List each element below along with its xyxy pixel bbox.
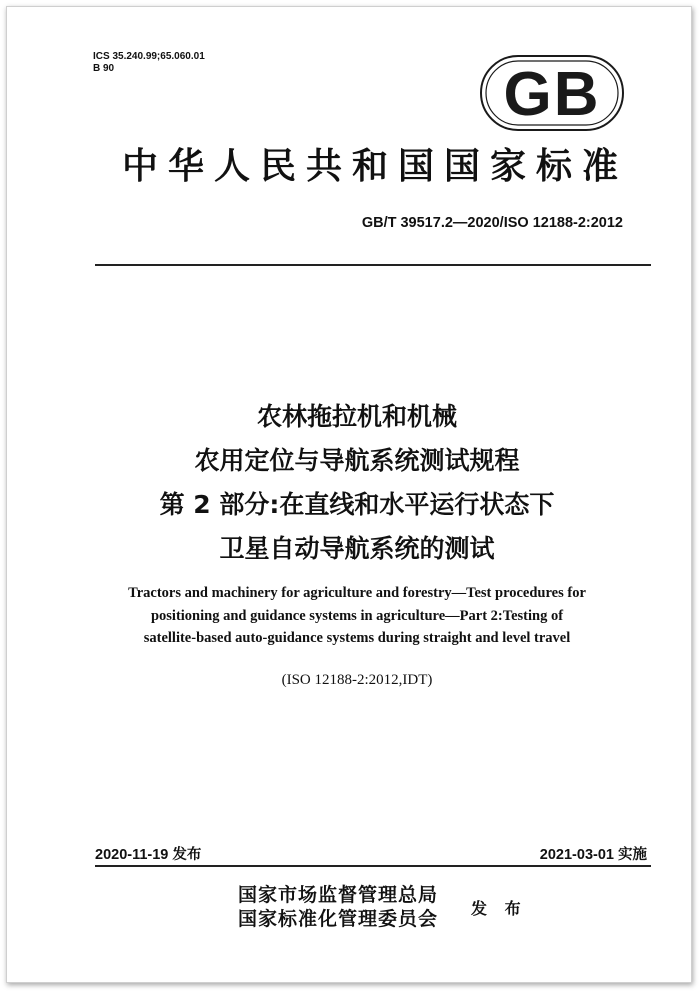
issuer-name: 国家市场监督管理总局	[238, 884, 439, 906]
chinese-title-line: 卫星自动导航系统的测试	[219, 534, 495, 563]
logo-text: GB	[503, 60, 601, 129]
ccs-code: B 90	[93, 63, 115, 74]
publish-label: 发 布	[471, 899, 527, 918]
english-title-line: positioning and guidance systems in agriculture—Part 2:Testing of	[150, 607, 564, 624]
english-title	[67, 582, 647, 650]
chinese-title-line: 第 2 部分:在直线和水平运行状态下	[159, 490, 555, 519]
gb-logo	[480, 55, 624, 131]
issue-date: 2020-11-19 发布	[95, 847, 202, 863]
standard-number: GB/T 39517.2—2020/ISO 12188-2:2012	[361, 215, 623, 231]
chinese-title-line: 农用定位与导航系统测试规程	[194, 446, 520, 475]
iso-equivalence-note: (ISO 12188-2:2012,IDT)	[281, 672, 433, 688]
ics-code: ICS 35.240.99;65.060.01	[93, 51, 205, 62]
issuing-authorities	[238, 883, 438, 931]
effective-date: 2021-03-01 实施	[539, 847, 647, 863]
standard-title: 中华人民共和国国家标准	[121, 145, 628, 187]
chinese-title	[67, 395, 647, 571]
classification-codes	[93, 51, 205, 75]
english-title-line: satellite-based auto-guidance systems during straight and level travel	[143, 630, 571, 646]
document-page	[6, 6, 692, 983]
english-title-line: Tractors and machinery for agriculture and forestry—Test procedures for	[128, 585, 586, 601]
divider-top	[95, 264, 651, 266]
chinese-title-line: 农林拖拉机和机械	[256, 402, 457, 431]
issuer-name: 国家标准化管理委员会	[238, 908, 439, 930]
divider-bottom	[95, 865, 651, 867]
